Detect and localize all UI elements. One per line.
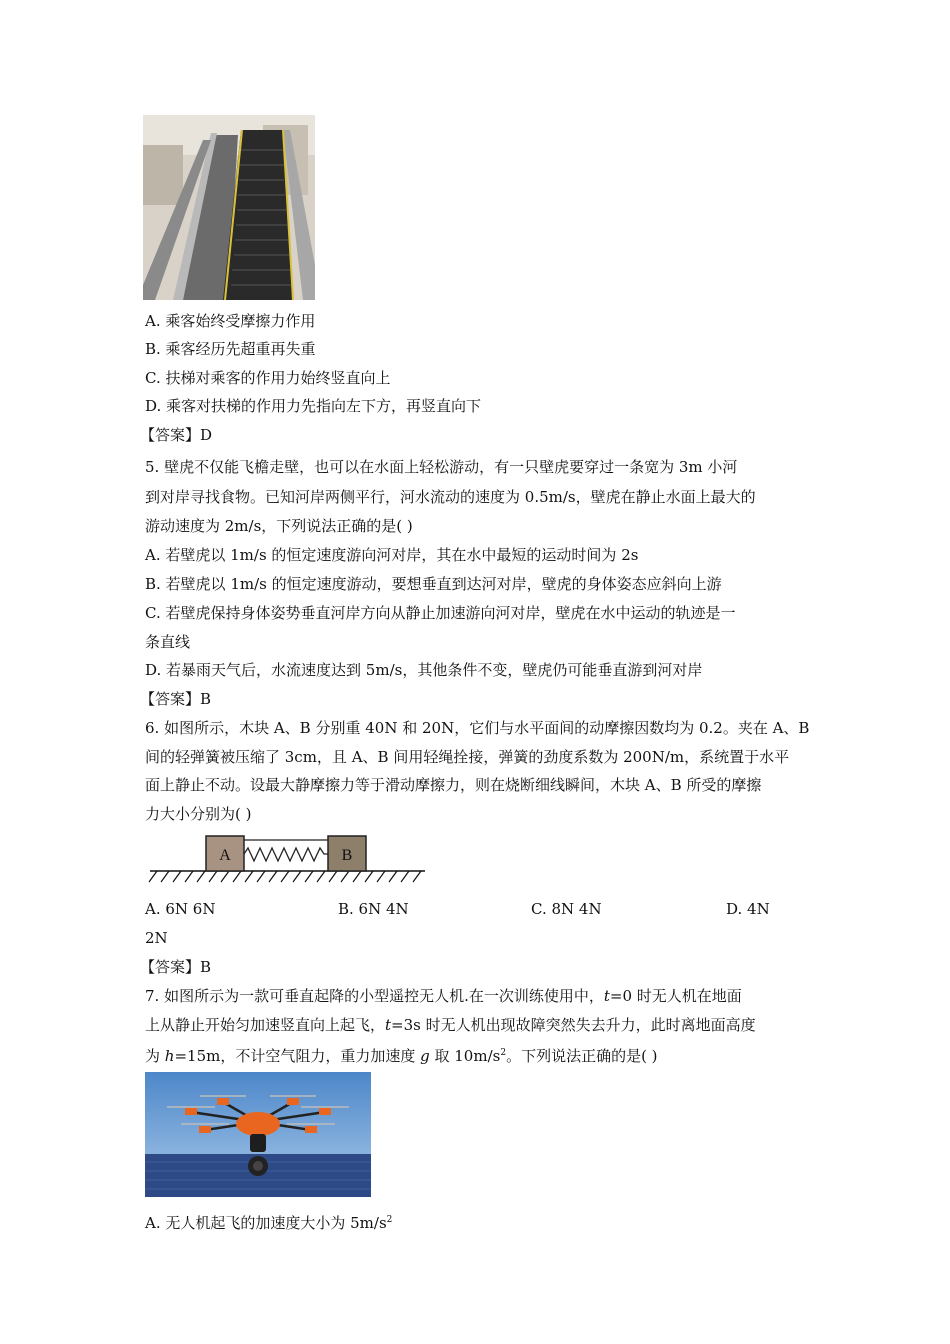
- q5-option-c-cont: 条直线: [145, 633, 191, 651]
- q7-stem-line: 为 h=15m，不计空气阻力，重力加速度 g 取 $10m/s^2$。下列说法正确的是( ): [145, 1047, 658, 1065]
- q5-option-d: D. 若暴雨天气后，水流速度达到 5m/s，其他条件不变，壁虎仍可能垂直游到河对岸: [145, 661, 703, 679]
- q5-answer: 【答案】B: [140, 690, 212, 708]
- escalator-image: [143, 115, 315, 300]
- q7-stem-line: 7. 如图所示为一款可垂直起降的小型遥控无人机.在一次训练使用中，t=0 时无人机在地面: [145, 987, 742, 1005]
- drone-image: [145, 1072, 371, 1197]
- q5-stem-line: 到对岸寻找食物。已知河岸两侧平行，河水流动的速度为 0.5m/s，壁虎在静止水面上最大的: [145, 488, 756, 506]
- q6-stem-line: 面上静止不动。设最大静摩擦力等于滑动摩擦力，则在烧断细线瞬间，木块 A、B 所受的摩擦: [145, 776, 762, 794]
- q4-option-a: A. 乘客始终受摩擦力作用: [145, 312, 316, 330]
- q4-answer: 【答案】D: [140, 426, 213, 444]
- q6-stem-line: 6. 如图所示，木块 A、B 分别重 40N 和 20N，它们与水平面间的动摩擦因数均为 0.2。夹在 A、B: [145, 719, 810, 737]
- q6-option-c: C. 8N 4N: [531, 900, 602, 918]
- q6-option-d: D. 4N: [726, 900, 770, 918]
- spring: [244, 848, 328, 861]
- blocks-spring-diagram: [145, 832, 430, 890]
- q4-option-c: C. 扶梯对乘客的作用力始终竖直向上: [145, 369, 391, 387]
- q5-option-c: C. 若壁虎保持身体姿势垂直河岸方向从静止加速游向河对岸，壁虎在水中运动的轨迹是一: [145, 604, 736, 622]
- q6-answer: 【答案】B: [140, 958, 212, 976]
- q4-option-d: D. 乘客对扶梯的作用力先指向左下方，再竖直向下: [145, 397, 482, 415]
- q6-option-b: B. 6N 4N: [338, 900, 409, 918]
- q4-option-b: B. 乘客经历先超重再失重: [145, 340, 316, 358]
- q6-stem-line: 力大小分别为( ): [145, 805, 252, 823]
- q6-option-d-wrap: 2N: [145, 929, 168, 947]
- block-a-label: A: [219, 847, 231, 864]
- q6-stem-line: 间的轻弹簧被压缩了 3cm，且 A、B 间用轻绳拴接，弹簧的劲度系数为 200N/m，系统置于水平: [145, 748, 790, 766]
- q5-option-a: A. 若壁虎以 1m/s 的恒定速度游向河对岸，其在水中最短的运动时间为 2s: [145, 546, 639, 564]
- q7-option-a: A. 无人机起飞的加速度大小为 $5m/s^2$: [145, 1214, 393, 1232]
- q5-stem-line: 5. 壁虎不仅能飞檐走壁，也可以在水面上轻松游动，有一只壁虎要穿过一条宽为 3m 小河: [145, 458, 738, 476]
- ground-hatching: [149, 871, 421, 882]
- block-b-label: B: [341, 847, 353, 864]
- q6-option-a: A. 6N 6N: [145, 900, 216, 918]
- q5-option-b: B. 若壁虎以 1m/s 的恒定速度游动，要想垂直到达河对岸，壁虎的身体姿态应斜向上游: [145, 575, 722, 593]
- q5-stem-line: 游动速度为 2m/s，下列说法正确的是( ): [145, 517, 413, 535]
- q7-stem-line: 上从静止开始匀加速竖直向上起飞，t=3s 时无人机出现故障突然失去升力，此时离地面高度: [145, 1016, 756, 1034]
